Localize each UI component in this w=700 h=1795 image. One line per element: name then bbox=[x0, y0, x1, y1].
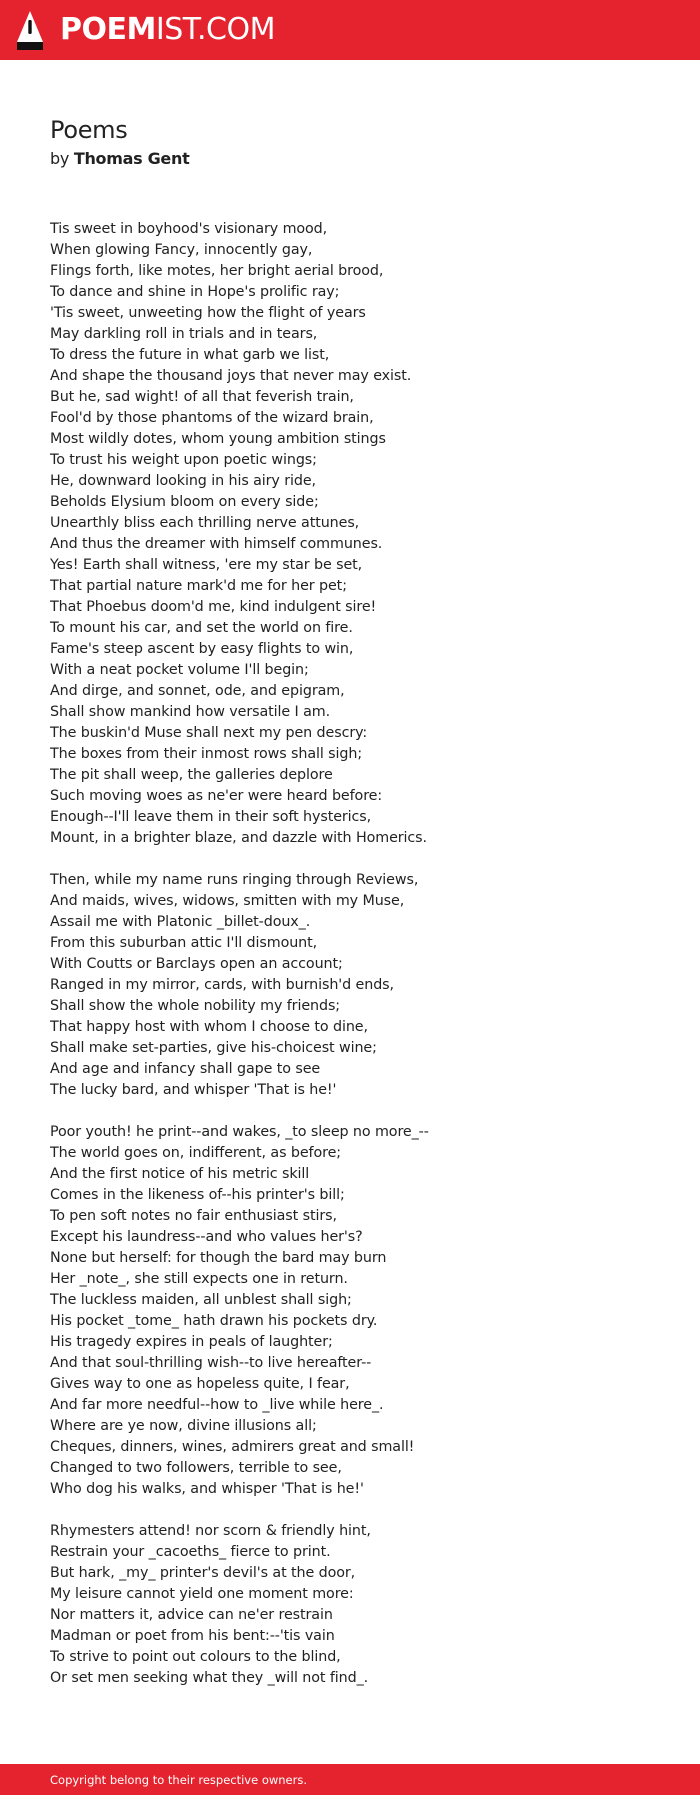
poem-line: Enough--I'll leave them in their soft hysterics, bbox=[50, 809, 372, 825]
poem-line: The boxes from their inmost rows shall sigh; bbox=[50, 746, 363, 762]
poem-line: Most wildly dotes, whom young ambition stings bbox=[50, 431, 386, 447]
poem-line: Shall make set-parties, give his-choicest wine; bbox=[50, 1040, 377, 1056]
poem-line: The luckless maiden, all unblest shall sigh; bbox=[50, 1292, 352, 1308]
poem-line: The lucky bard, and whisper 'That is he!' bbox=[50, 1082, 337, 1098]
poem-line: The world goes on, indifferent, as before; bbox=[50, 1145, 341, 1161]
poem-line: Her _note_, she still expects one in return. bbox=[50, 1271, 348, 1287]
poem-line: Yes! Earth shall witness, 'ere my star be set, bbox=[50, 557, 363, 573]
poem-line: None but herself: for though the bard may burn bbox=[50, 1250, 387, 1266]
poem-line: To mount his car, and set the world on fire. bbox=[50, 620, 353, 636]
site-footer bbox=[0, 1764, 700, 1795]
poem-line: To dress the future in what garb we list, bbox=[50, 347, 330, 363]
poem-line: Fame's steep ascent by easy flights to win, bbox=[50, 641, 354, 657]
poem-line: Tis sweet in boyhood's visionary mood, bbox=[50, 221, 328, 237]
poem-stanza bbox=[50, 219, 690, 849]
poem-body bbox=[50, 219, 690, 1710]
poem-stanza bbox=[50, 1122, 690, 1500]
site-header bbox=[0, 0, 700, 60]
poem-line: Shall show the whole nobility my friends; bbox=[50, 998, 341, 1014]
poem-line: That partial nature mark'd me for her pet; bbox=[50, 578, 347, 594]
poem-stanza bbox=[50, 1521, 690, 1689]
poem-line: To pen soft notes no fair enthusiast stirs, bbox=[50, 1208, 337, 1224]
poem-line: Shall show mankind how versatile I am. bbox=[50, 704, 331, 720]
poem-line: Restrain your _cacoeths_ fierce to print. bbox=[50, 1544, 331, 1560]
poem-line: When glowing Fancy, innocently gay, bbox=[50, 242, 313, 258]
poem-line: Rhymesters attend! nor scorn & friendly hint, bbox=[50, 1523, 371, 1539]
poem-line: May darkling roll in trials and in tears, bbox=[50, 326, 318, 342]
poem-line: Nor matters it, advice can ne'er restrain bbox=[50, 1607, 333, 1623]
poem-line: And shape the thousand joys that never may exist. bbox=[50, 368, 412, 384]
poem-line: With Coutts or Barclays open an account; bbox=[50, 956, 343, 972]
poem-line: Gives way to one as hopeless quite, I fear, bbox=[50, 1376, 350, 1392]
site-logo[interactable] bbox=[16, 10, 275, 50]
poem-title: Poems bbox=[50, 116, 128, 144]
poem-line: And the first notice of his metric skill bbox=[50, 1166, 310, 1182]
poem-line: Unearthly bliss each thrilling nerve attunes, bbox=[50, 515, 360, 531]
poem-line: Flings forth, like motes, her bright aerial brood, bbox=[50, 263, 384, 279]
poem-line: He, downward looking in his airy ride, bbox=[50, 473, 316, 489]
poem-line: But hark, _my_ printer's devil's at the door, bbox=[50, 1565, 356, 1581]
poem-line: But he, sad wight! of all that feverish train, bbox=[50, 389, 354, 405]
poem-line: Who dog his walks, and whisper 'That is he!' bbox=[50, 1481, 364, 1497]
logo-wordmark: POEMIST.COM bbox=[60, 12, 275, 47]
pen-nib-icon bbox=[16, 10, 44, 50]
poem-line: Changed to two followers, terrible to see, bbox=[50, 1460, 342, 1476]
poem-line: That happy host with whom I choose to dine, bbox=[50, 1019, 368, 1035]
poem-line: And that soul-thrilling wish--to live hereafter-- bbox=[50, 1355, 372, 1371]
poem-line: To dance and shine in Hope's prolific ray; bbox=[50, 284, 340, 300]
poem-line: Comes in the likeness of--his printer's bill; bbox=[50, 1187, 345, 1203]
poem-line: Madman or poet from his bent:--'tis vain bbox=[50, 1628, 335, 1644]
poem-line: Where are ye now, divine illusions all; bbox=[50, 1418, 317, 1434]
author-name: Thomas Gent bbox=[73, 149, 190, 168]
poem-line: Assail me with Platonic _billet-doux_. bbox=[50, 914, 311, 930]
poem-line: The buskin'd Muse shall next my pen descry: bbox=[50, 725, 368, 741]
poem-line: My leisure cannot yield one moment more: bbox=[50, 1586, 354, 1602]
poem-line: 'Tis sweet, unweeting how the flight of years bbox=[50, 305, 366, 321]
poem-line: And thus the dreamer with himself communes. bbox=[50, 536, 383, 552]
poem-line: Poor youth! he print--and wakes, _to sleep no more_-- bbox=[50, 1124, 429, 1140]
poem-line: Fool'd by those phantoms of the wizard brain, bbox=[50, 410, 374, 426]
poem-line: Then, while my name runs ringing through Reviews, bbox=[50, 872, 419, 888]
poem-line: His pocket _tome_ hath drawn his pockets dry. bbox=[50, 1313, 378, 1329]
poem-line: Ranged in my mirror, cards, with burnish'd ends, bbox=[50, 977, 394, 993]
poem-line: And age and infancy shall gape to see bbox=[50, 1061, 321, 1077]
poem-line: Beholds Elysium bloom on every side; bbox=[50, 494, 319, 510]
poem-line: Such moving woes as ne'er were heard before: bbox=[50, 788, 383, 804]
poem-line: The pit shall weep, the galleries deplore bbox=[50, 767, 333, 783]
poem-line: To trust his weight upon poetic wings; bbox=[50, 452, 317, 468]
poem-line: To strive to point out colours to the blind, bbox=[50, 1649, 341, 1665]
copyright-notice: Copyright belong to their respective owners. bbox=[50, 1773, 308, 1787]
poem-line: Except his laundress--and who values her's? bbox=[50, 1229, 363, 1245]
poem-line: Mount, in a brighter blaze, and dazzle with Homerics. bbox=[50, 830, 427, 846]
poem-line: With a neat pocket volume I'll begin; bbox=[50, 662, 309, 678]
poem-line: And maids, wives, widows, smitten with my Muse, bbox=[50, 893, 405, 909]
poem-stanza bbox=[50, 870, 690, 1101]
poem-line: Or set men seeking what they _will not find_. bbox=[50, 1670, 369, 1686]
by-label: by bbox=[50, 149, 70, 168]
poem-line: That Phoebus doom'd me, kind indulgent sire! bbox=[50, 599, 377, 615]
poem-line: His tragedy expires in peals of laughter; bbox=[50, 1334, 333, 1350]
byline bbox=[50, 148, 189, 170]
poem-line: From this suburban attic I'll dismount, bbox=[50, 935, 318, 951]
poem-line: And far more needful--how to _live while here_. bbox=[50, 1397, 384, 1413]
poem-line: Cheques, dinners, wines, admirers great and small! bbox=[50, 1439, 415, 1455]
poem-line: And dirge, and sonnet, ode, and epigram, bbox=[50, 683, 345, 699]
